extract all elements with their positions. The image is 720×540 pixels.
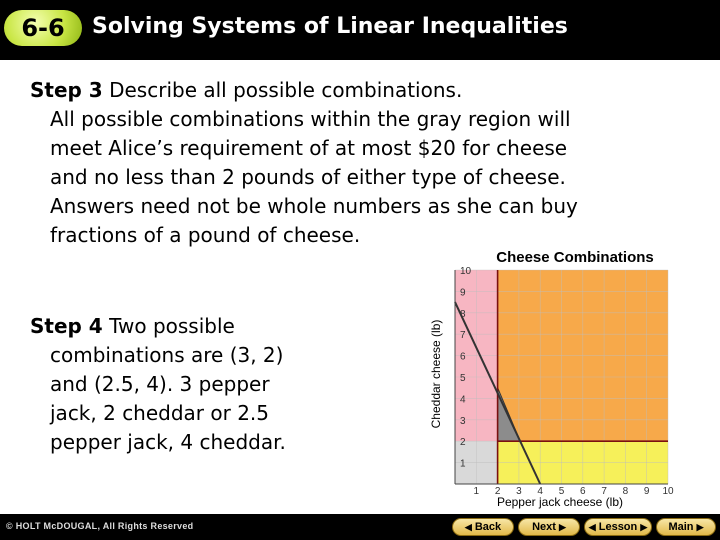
y-tick-label: 1	[460, 458, 466, 470]
chart-xlabel: Pepper jack cheese (lb)	[496, 495, 624, 509]
back-button-label: Back	[474, 521, 502, 533]
x-tick-label: 3	[516, 486, 522, 497]
step4-intro: Two possible	[109, 314, 235, 338]
lesson-number-badge: 6-6	[4, 10, 82, 46]
step3-line: fractions of a pound of cheese.	[50, 223, 361, 247]
y-tick-label: 8	[460, 308, 466, 320]
back-button[interactable]	[452, 518, 514, 536]
lesson-button[interactable]	[584, 518, 652, 536]
title-bar	[0, 0, 720, 60]
x-tick-label: 1	[473, 486, 480, 497]
step4-line: and (2.5, 4). 3 pepper	[50, 372, 270, 396]
y-tick-label: 4	[460, 394, 466, 406]
x-tick-label: 4	[537, 486, 543, 497]
y-tick-label: 2	[460, 437, 466, 449]
y-tick-label: 3	[460, 415, 466, 427]
next-button-label: Next	[532, 521, 556, 533]
lesson-button-label: Lesson	[598, 521, 638, 533]
cheese-combinations-chart	[425, 244, 720, 514]
chevron-right-icon: ▶	[696, 522, 704, 532]
x-tick-label: 7	[601, 486, 607, 497]
step3-heading: Step 3	[30, 78, 103, 102]
step3-text	[30, 76, 700, 250]
next-button[interactable]	[518, 518, 580, 536]
chevron-right-icon: ▶	[558, 522, 566, 532]
x-tick-label: 9	[643, 486, 650, 497]
step3-line: All possible combinations within the gray region will	[50, 107, 571, 131]
step3-line: Answers need not be whole numbers as she can buy	[50, 194, 578, 218]
footer-bar	[0, 514, 720, 540]
x-tick-label: 2	[494, 486, 501, 497]
x-tick-label: 6	[580, 486, 586, 497]
step3-line: and no less than 2 pounds of either type of cheese.	[50, 165, 566, 189]
chevron-left-icon: ◀	[588, 522, 596, 532]
step4-line: jack, 2 cheddar or 2.5	[50, 401, 270, 425]
main-button-label: Main	[668, 521, 694, 533]
step4-first-line	[30, 312, 360, 341]
y-tick-label: 10	[460, 266, 472, 277]
step3-first-line	[30, 76, 700, 105]
main-button[interactable]	[656, 518, 716, 536]
step4-body	[30, 341, 360, 457]
x-tick-label: 5	[558, 486, 565, 497]
x-tick-label: 10	[662, 486, 674, 497]
step4-line: pepper jack, 4 cheddar.	[50, 430, 286, 454]
step4-line: combinations are (3, 2)	[50, 343, 284, 367]
chevron-left-icon: ◀	[464, 522, 472, 532]
x-tick-label: 8	[622, 486, 629, 497]
step4-heading: Step 4	[30, 314, 103, 338]
y-tick-label: 6	[460, 351, 466, 363]
step3-line: meet Alice’s requirement of at most $20 for cheese	[50, 136, 568, 160]
step3-intro: Describe all possible combinations.	[109, 78, 463, 102]
chevron-right-icon: ▶	[640, 522, 648, 532]
chart-ylabel: Cheddar cheese (lb)	[429, 319, 443, 429]
chart-title: Cheese Combinations	[496, 249, 654, 266]
plot-area	[455, 266, 674, 497]
copyright-text: © HOLT McDOUGAL, All Rights Reserved	[6, 521, 194, 531]
step3-body	[30, 105, 700, 250]
y-tick-label: 7	[460, 330, 466, 342]
step4-text	[30, 312, 360, 457]
y-tick-label: 5	[460, 373, 466, 384]
lesson-title: Solving Systems of Linear Inequalities	[92, 14, 568, 39]
y-tick-label: 9	[460, 287, 466, 299]
